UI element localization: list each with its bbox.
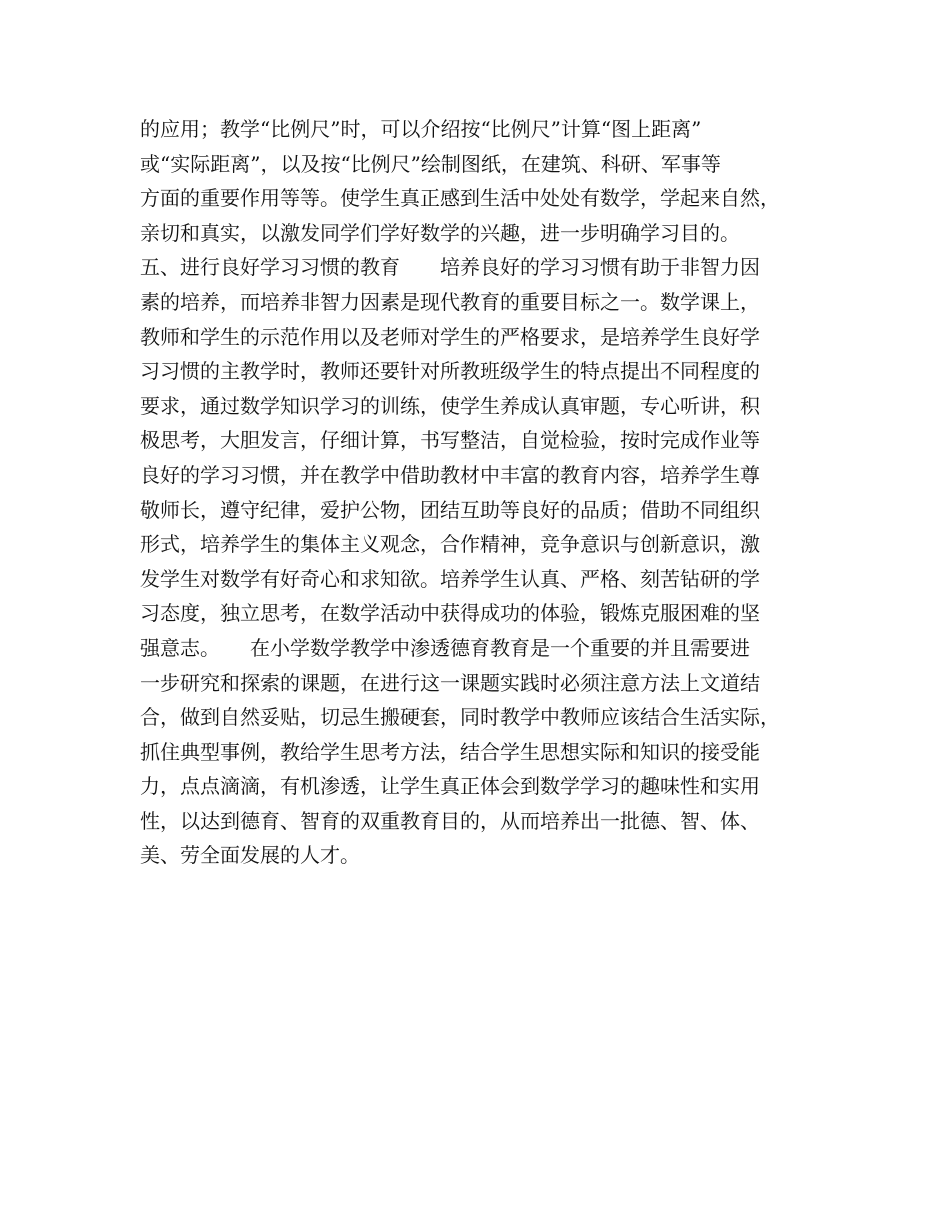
text-line: 教师和学生的示范作用以及老师对学生的严格要求，是培养学生良好学 [140, 324, 760, 349]
text-line: 习习惯的主教学时，教师还要针对所教班级学生的特点提出不同程度的 [140, 359, 760, 384]
text-line: 习态度，独立思考，在数学活动中获得成功的体验，锻炼克服困难的坚 [140, 601, 760, 626]
text-line: 合，做到自然妥贴，切忌生搬硬套，同时教学中教师应该结合生活实际， [140, 705, 780, 730]
text-line: 强意志。 在小学数学教学中渗透德育教育是一个重要的并且需要进 [140, 635, 750, 660]
text-line: 素的培养，而培养非智力因素是现代教育的重要目标之一。数学课上， [140, 289, 760, 314]
text-line: 美、劳全面发展的人才。 [140, 843, 360, 868]
text-line: 良好的学习习惯，并在教学中借助教材中丰富的教育内容，培养学生尊 [140, 462, 760, 487]
body-text [140, 112, 840, 873]
text-line: 的应用；教学“比例尺”时，可以介绍按“比例尺”计算“图上距离” [140, 117, 702, 141]
section-heading-line: 五、进行良好学习习惯的教育 培养良好的学习习惯有助于非智力因 [140, 255, 760, 280]
text-line: 抓住典型事例，教给学生思考方法，结合学生思想实际和知识的接受能 [140, 739, 760, 764]
text-line: 形式，培养学生的集体主义观念，合作精神，竞争意识与创新意识，激 [140, 532, 760, 557]
text-line: 一步研究和探索的课题，在进行这一课题实践时必须注意方法上文道结 [140, 670, 760, 695]
text-line: 极思考，大胆发言，仔细计算，书写整洁，自觉检验，按时完成作业等 [140, 428, 760, 453]
text-line: 要求，通过数学知识学习的训练，使学生养成认真审题，专心听讲，积 [140, 393, 760, 418]
text-line: 或“实际距离”，以及按“比例尺”绘制图纸，在建筑、科研、军事等 [140, 151, 721, 176]
text-line: 发学生对数学有好奇心和求知欲。培养学生认真、严格、刻苦钻研的学 [140, 566, 760, 591]
text-line: 亲切和真实，以激发同学们学好数学的兴趣，进一步明确学习目的。 [140, 220, 740, 245]
text-line: 方面的重要作用等等。使学生真正感到生活中处处有数学，学起来自然， [140, 186, 780, 211]
text-line: 性，以达到德育、智育的双重教育目的，从而培养出一批德、智、体、 [140, 808, 760, 833]
text-line: 敬师长，遵守纪律，爱护公物，团结互助等良好的品质；借助不同组织 [140, 497, 760, 522]
text-line: 力，点点滴滴，有机渗透，让学生真正体会到数学学习的趣味性和实用 [140, 774, 760, 799]
